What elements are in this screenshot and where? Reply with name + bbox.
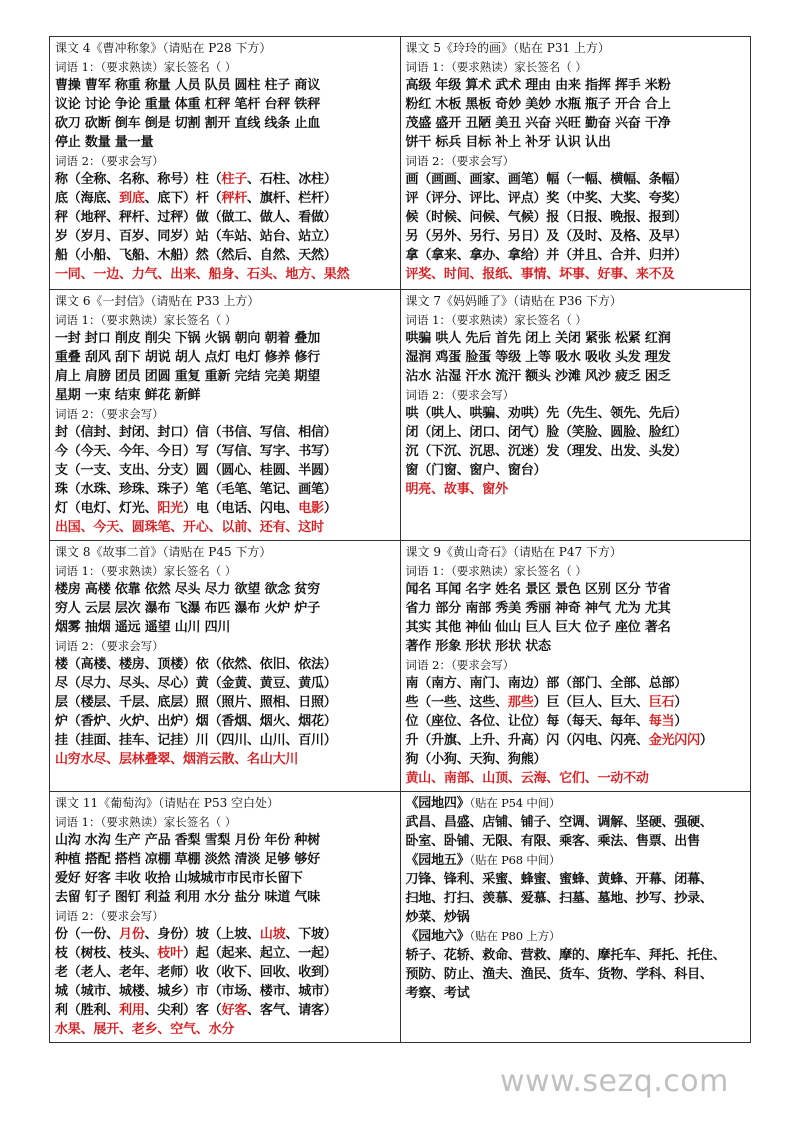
word-text: 升（升旗、上升、升高）闪（闪电、闪亮、 (405, 733, 649, 748)
word-text: ） (674, 714, 688, 729)
key-word-line (55, 750, 396, 769)
garden-placement-note: （贴在 P54 中间） (469, 796, 561, 810)
word-line: 船（小船、飞船、木船）然（然后、自然、天然） (55, 248, 337, 263)
highlighted-word: 巨石 (648, 695, 675, 710)
cell-lesson-8 (50, 541, 401, 792)
word-line: 南（南方、南门、南边）部（部门、全部、总部） (405, 676, 688, 691)
word-line: 闻名 耳闻 名字 姓名 景区 景色 区别 区分 节省 (405, 582, 671, 597)
word-line: 山沟 水沟 生产 产品 香梨 雪梨 月份 年份 种树 (55, 833, 321, 848)
lesson-title: 课文 8《故事二首》（请贴在 P45 下方） (55, 545, 272, 559)
highlighted-word: 利用 (119, 1003, 145, 1018)
word-line: 去留 钉子 图钉 利益 利用 水分 盐分 味道 气味 (55, 890, 321, 905)
highlighted-word: 到底 (119, 191, 145, 206)
key-word-line: 一同、一边、力气、出来、船身、石头、地方、果然 (55, 267, 350, 282)
word-group-label: 词语 1：（要求熟读）家长签名（ ） (55, 815, 237, 829)
word-line: 扫地、打扫、羡慕、爱慕、扫墓、墓地、抄写、抄录、 (405, 891, 713, 906)
word-line: 种植 搭配 搭档 凉棚 草棚 淡然 清淡 足够 够好 (55, 852, 321, 867)
word-line: 炉（香炉、火炉、出炉）烟（香烟、烟火、烟花） (55, 714, 337, 729)
highlighted-word: 好客 (221, 1003, 248, 1018)
word-line (406, 851, 747, 870)
word-text: ）巨（巨人、巨大、 (533, 695, 649, 710)
word-group-label: 词语 2：（要求会写） (405, 658, 515, 672)
highlighted-word: 金光闪闪 (648, 733, 700, 748)
word-text: ）电（电话、闪电、 (183, 501, 299, 516)
word-line: 支（一支、支出、分支）圆（圆心、桂圆、半圆） (55, 463, 337, 478)
lesson-title: 课文 6《一封信》（请贴在 P33 上方） (55, 294, 260, 308)
highlighted-word: 山坡 (259, 927, 286, 942)
cell-lesson-4 (50, 37, 401, 290)
word-line: 刀锋、锋利、采蜜、蜂蜜、蜜蜂、黄蜂、开幕、闭幕、 (405, 872, 713, 887)
word-line: 挂（挂面、挂车、记挂）川（四川、山川、百川） (55, 733, 337, 748)
word-line: 轿子、花轿、救命、营救、摩的、摩托车、拜托、托住、 (405, 948, 726, 963)
word-line: 重叠 刮风 刮下 胡说 胡人 点灯 电灯 修养 修行 (55, 350, 321, 365)
word-text: 山穷水尽 (55, 752, 107, 767)
word-group-label: 词语 1：（要求熟读）家长签名（ ） (55, 60, 237, 74)
word-line: 沉（下沉、沉思、沉迷）发（理发、出发、头发） (405, 444, 688, 459)
garden-title: 《园地四》 (405, 796, 470, 811)
word-line (55, 189, 396, 208)
word-line: 楼房 高楼 依靠 依然 尽头 尽力 欲望 欲念 贫穷 (55, 582, 321, 597)
word-text: 、客气、请客） (247, 1003, 337, 1018)
cell-lesson-7 (400, 290, 751, 541)
word-line: 卧室、卧铺、无限、有限、乘客、乘法、售票、出售 (405, 834, 700, 849)
cell-lesson-5 (400, 37, 751, 290)
garden-title: 《园地六》 (405, 929, 470, 944)
word-line: 画（画画、画家、画笔）幅（一幅、横幅、条幅） (405, 172, 688, 187)
highlighted-word: 阳光 (157, 501, 184, 516)
word-line: 哄（哄人、哄骗、劝哄）先（先生、领先、先后） (405, 406, 688, 421)
highlighted-word: 电影 (298, 501, 324, 516)
word-text: 些（一些、这些、 (405, 695, 508, 710)
word-line: 层（楼层、千层、底层）照（照片、照相、日照） (55, 695, 337, 710)
word-line (55, 170, 396, 189)
word-line: 湿润 鸡蛋 脸蛋 等级 上等 吸水 吸收 头发 理发 (405, 350, 671, 365)
word-line: 炒菜、炒锅 (405, 910, 470, 925)
lesson-title: 课文 9《黄山奇石》（请贴在 P47 下方） (405, 545, 622, 559)
word-line: 星期 一束 结束 鲜花 新鲜 (55, 388, 201, 403)
word-group-label: 词语 1：（要求熟读）家长签名（ ） (55, 564, 237, 578)
word-group-label: 词语 1：（要求熟读）家长签名（ ） (405, 60, 587, 74)
word-line: 另（另外、另行、另日）及（及时、及格、及早） (405, 229, 688, 244)
highlighted-word: 那些 (507, 695, 534, 710)
cell-lesson-6 (50, 290, 401, 541)
word-line: 饼干 标兵 目标 补上 补牙 认识 认出 (405, 135, 611, 150)
word-line: 考察、考试 (405, 986, 470, 1001)
word-group-label: 词语 2：（要求会写） (55, 407, 164, 421)
word-line: 武昌、昌盛、店铺、铺子、空调、调解、坚硬、强硬、 (405, 815, 713, 830)
word-line: 砍刀 砍断 倒车 倒是 切割 割开 直线 线条 止血 (55, 116, 321, 131)
word-text: 底（海底、 (55, 191, 120, 206)
word-line: 烟雾 抽烟 遥远 遥望 山川 四川 (55, 620, 231, 635)
word-line: 茂盛 盛开 丑陋 美丑 兴奋 兴旺 勤奋 兴奋 干净 (405, 116, 671, 131)
word-line: 著作 形象 形状 形状 状态 (405, 639, 551, 654)
word-group-label: 词语 2：（要求会写） (55, 154, 164, 168)
highlighted-word: 月份 (119, 927, 145, 942)
garden-title: 《园地五》 (405, 853, 470, 868)
word-line: 其实 其他 神仙 仙山 巨人 巨大 位子 座位 著名 (405, 620, 671, 635)
sheet-row (50, 541, 751, 792)
word-group-label: 词语 1：（要求熟读）家长签名（ ） (405, 313, 587, 327)
garden-placement-note: （贴在 P68 中间） (469, 853, 561, 867)
key-word-line: 明亮、故事、窗外 (405, 482, 508, 497)
word-text: ） (699, 733, 713, 748)
word-line: 停止 数量 量一量 (55, 135, 154, 150)
lesson-title: 课文 11《葡萄沟》（请贴在 P53 空白处） (55, 796, 280, 810)
lesson-title: 课文 7《妈妈睡了》（请贴在 P36 下方） (405, 294, 622, 308)
word-line: 楼（高楼、楼房、顶楼）依（依然、依旧、依法） (55, 657, 337, 672)
word-line: 粉红 木板 黑板 奇妙 美妙 水瓶 瓶子 开合 合上 (405, 97, 671, 112)
word-line: 哄骗 哄人 先后 首先 闭上 关闭 紧张 松紧 红润 (405, 331, 671, 346)
key-word-line: 评奖、时间、报纸、事情、坏事、好事、来不及 (405, 267, 675, 282)
word-text: 名山大川 (247, 752, 299, 767)
watermark: www.sezq.com (500, 1064, 729, 1099)
key-word-line: 水果、展开、老乡、空气、水分 (55, 1022, 235, 1037)
word-group-label: 词语 2：（要求会写） (55, 639, 164, 653)
highlighted-word: 枝叶 (157, 946, 184, 961)
word-text: 枝（树枝、枝头、 (55, 946, 158, 961)
word-line: 秤（地秤、秤杆、过秤）做（做工、做人、看做） (55, 210, 337, 225)
word-line (55, 1001, 396, 1020)
key-word-line: 出国、今天、圆珠笔、开心、以前、还有、这时 (55, 520, 324, 535)
word-line: 一封 封口 削皮 削尖 下锅 火锅 朝向 朝着 叠加 (55, 331, 321, 346)
cell-lesson-9 (400, 541, 751, 792)
word-line: 尽（尽力、尽头、尽心）黄（金黄、黄豆、黄瓜） (55, 676, 337, 691)
word-text: 、下坡） (285, 927, 337, 942)
word-text: 位（座位、各位、让位）每（每天、每年、 (405, 714, 649, 729)
word-text: ） (323, 501, 337, 516)
highlighted-word: 每当 (648, 714, 675, 729)
word-group-label: 词语 2：（要求会写） (405, 154, 515, 168)
word-text: 称（全称、名称、称号）柱（ (55, 172, 222, 187)
word-text: 、底下）杆（ (144, 191, 222, 206)
word-line: 候（时候、问候、气候）报（日报、晚报、报到） (405, 210, 688, 225)
word-text: 、旗杆、栏杆） (247, 191, 337, 206)
highlighted-word: 柱子 (221, 172, 248, 187)
highlighted-word: 秤杆 (221, 191, 248, 206)
sheet-row (50, 290, 751, 541)
word-line (406, 712, 747, 731)
word-line: 闭（闭上、闭口、闭气）脸（笑脸、圆脸、脸红） (405, 425, 688, 440)
word-text: 、尖利）客（ (144, 1003, 222, 1018)
word-line: 城（城市、城楼、城乡）市（市场、楼市、城市） (55, 984, 337, 999)
word-line (406, 927, 747, 946)
word-line: 穷人 云层 层次 瀑布 飞瀑 布匹 瀑布 火炉 炉子 (55, 601, 321, 616)
lesson-title: 课文 4《曹冲称象》（请贴在 P28 下方） (55, 41, 272, 55)
word-group-label: 词语 2：（要求会写） (405, 388, 515, 402)
word-line (406, 731, 747, 750)
word-line: 封（信封、封闭、封口）信（书信、写信、相信） (55, 425, 337, 440)
word-line (406, 693, 747, 712)
word-line: 沾水 沾湿 汗水 流汗 额头 沙滩 风沙 疲乏 困乏 (405, 369, 671, 384)
word-text: ） (674, 695, 688, 710)
lesson-title: 课文 5《玲玲的画》（贴在 P31 上方） (405, 41, 610, 55)
word-line: 预防、防止、渔夫、渔民、货车、货物、学科、科目、 (405, 967, 713, 982)
sheet-row (50, 37, 751, 290)
word-line: 拿（拿来、拿办、拿给）并（并且、合并、归并） (405, 248, 688, 263)
word-line (55, 925, 396, 944)
word-line: 老（老人、老年、老师）收（收下、回收、收到） (55, 965, 337, 980)
word-line: 评（评分、评比、评点）奖（中奖、大奖、夸奖） (405, 191, 688, 206)
sheet-row (50, 792, 751, 1043)
highlighted-word: 、层林叠翠、烟消云散、 (106, 752, 248, 767)
word-text: 、石柱、冰柱） (247, 172, 337, 187)
cell-lesson-11 (50, 792, 401, 1043)
word-line (55, 499, 396, 518)
word-line: 狗（小狗、天狗、狗熊） (405, 752, 547, 767)
vocab-sheet (49, 36, 751, 1043)
word-line: 爱好 好客 丰收 收拾 山城城市市民市长留下 (55, 871, 303, 886)
word-line: 珠（水珠、珍珠、珠子）笔（毛笔、笔记、画笔） (55, 482, 337, 497)
word-group-label: 词语 1：（要求熟读）家长签名（ ） (405, 564, 587, 578)
word-text: 、身份）坡（上坡、 (144, 927, 260, 942)
word-line: 高级 年级 算术 武术 理由 由来 指挥 挥手 米粉 (405, 78, 671, 93)
word-group-label: 词语 1：（要求熟读）家长签名（ ） (55, 313, 237, 327)
word-group-label: 词语 2：（要求会写） (55, 909, 164, 923)
word-line: 曹操 曹军 称重 称量 人员 队员 圆柱 柱子 商议 (55, 78, 321, 93)
word-line (55, 944, 396, 963)
word-line: 窗（门窗、窗户、窗台） (405, 463, 547, 478)
word-line: 议论 讨论 争论 重量 体重 杠秤 笔杆 台秤 铁秤 (55, 97, 321, 112)
word-text: ）起（起来、起立、一起） (183, 946, 337, 961)
word-line: 今（今天、今年、今日）写（写信、写字、书写） (55, 444, 337, 459)
word-text: 利（胜利、 (55, 1003, 120, 1018)
word-text: 份（一份、 (55, 927, 120, 942)
word-line: 省力 部分 南部 秀美 秀丽 神奇 神气 尤为 尤其 (405, 601, 671, 616)
word-line: 岁（岁月、百岁、同岁）站（车站、站台、站立） (55, 229, 337, 244)
word-line (406, 794, 747, 813)
garden-placement-note: （贴在 P80 上方） (469, 929, 561, 943)
cell-garden-4-6 (400, 792, 751, 1043)
key-word-line: 黄山、南部、山顶、云海、它们、一动不动 (405, 771, 649, 786)
word-text: 灯（电灯、灯光、 (55, 501, 158, 516)
word-line: 肩上 肩膀 团员 团圆 重复 重新 完结 完美 期望 (55, 369, 321, 384)
